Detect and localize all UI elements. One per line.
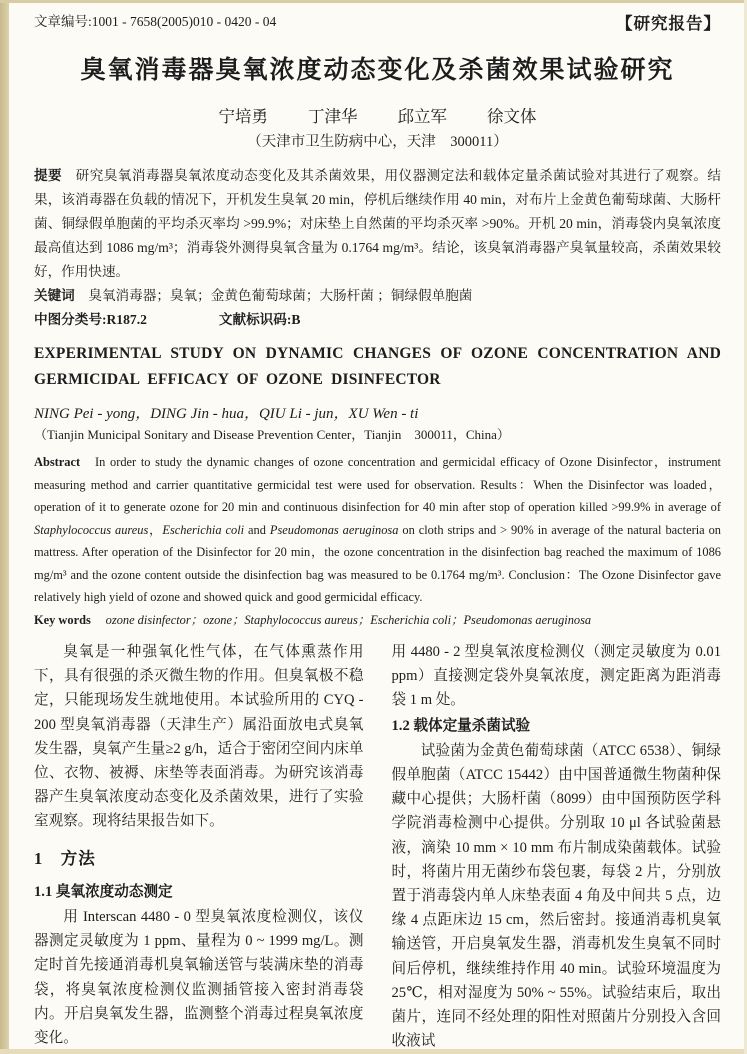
abstract-en-text-2: ，	[148, 522, 163, 537]
species-name: Escherichia coli	[162, 522, 245, 537]
keywords-zh	[34, 284, 721, 308]
abstract-en-label: Abstract	[34, 455, 81, 469]
author-name: 徐文体	[487, 107, 537, 126]
report-type-badge: 【研究报告】	[616, 14, 721, 33]
species-name: Staphylococcus aureus	[34, 522, 149, 537]
section-1-1-paragraph: 用 Interscan 4480 - 0 型臭氧浓度检测仪，该仪器测定灵敏度为 1 ppm、量程为 0 ~ 1999 mg/L。测定时首先接通消毒机臭氧输送管与装满床垫的消毒袋，将臭氧浓度检测仪监测插管接入密封消毒袋内。开启臭氧发生器，监测整个消毒过程臭氧浓度变化。	[34, 909, 364, 1047]
body-columns	[34, 640, 721, 1053]
paper-title-en: EXPERIMENTAL STUDY ON DYNAMIC CHANGES OF OZONE CONCENTRATION AND GERMICIDAL EFFICACY OF OZONE DISINFECTOR	[34, 345, 721, 388]
abstract-zh-text: 研究臭氧消毒器臭氧浓度动态变化及其杀菌效果，用仪器测定法和载体定量杀菌试验对其进行了观察。结果，该消毒器在负载的情况下，开机发生臭氧 20 min，停机后继续作用 40 min，对布片上金黄色葡萄球菌、大肠杆菌、铜绿假单胞菌的平均杀灭率均 >99.9%；对床垫上自然菌的平均杀灭率 >90%。开机 20 min，消毒袋内臭氧浓度最高值达到 1086 mg/m³；消毒袋外测得臭氧含量为 0.1764 mg/m³。结论，该臭氧消毒器产臭氧量较高，杀菌效果较好，作用快速。	[34, 168, 721, 279]
intro-paragraph: 臭氧是一种强氧化性气体，在气体熏蒸作用下，具有很强的杀灭微生物的作用。但臭氧极不稳定，只能现场发生就地使用。本试验所用的 CYQ - 200 型臭氧消毒器（天津生产）属沿面放电式臭氧发生器，臭氧产生量≥2 g/h，适合于密闭空间内床单位、衣物、被褥、床垫等表面消毒。为研究该消毒器产生臭氧浓度动态变化及杀菌效果，进行了实验室观察。现将结果报告如下。	[34, 644, 364, 830]
section-1-1-continuation: 用 4480 - 2 型臭氧浓度检测仪（测定灵敏度为 0.01 ppm）直接测定袋外臭氧浓度，测定距离为距消毒袋 1 m 处。	[391, 644, 721, 709]
section-1-2-heading: 1.2 载体定量杀菌试验	[391, 717, 531, 734]
abstract-en	[34, 451, 721, 609]
article-number: 文章编号:1001 - 7658(2005)010 - 0420 - 04	[34, 14, 277, 29]
right-column	[392, 640, 722, 1053]
keywords-en-label: Key words	[34, 612, 91, 627]
author-list-zh	[34, 103, 721, 127]
left-column	[34, 640, 364, 1053]
abstract-zh-label: 提要	[34, 168, 63, 183]
author-list-en: NING Pei - yong，DING Jin - hua，QIU Li - jun，XU Wen - ti	[34, 406, 419, 422]
page-header	[34, 0, 721, 34]
affiliation-en: （Tianjin Municipal Sonitary and Disease Prevention Center，Tianjin 300011，China）	[34, 427, 510, 442]
section-1-2-paragraph: 试验菌为金黄色葡萄球菌（ATCC 6538）、铜绿假单胞菌（ATCC 15442）由中国普通微生物菌种保藏中心提供；大肠杆菌（8099）由中国预防医学科学院消毒检测中心提供。分别取 10 μl 各试验菌悬液，滴染 10 mm × 10 mm 布片制成染菌载体。试验时，将菌片用无菌纱布袋包裹，每袋 2 片，分别放置于消毒袋内单人床垫表面 4 角及中间共 5 点，边缘 4 点距床边 15 cm，然后密封。接通消毒机臭氧输送管，开启臭氧发生器，消毒机发生臭氧不同时间后停机，继续维持作用 40 min。试验环境温度为 25℃，相对湿度为 50% ~ 55%。试验结束后，取出菌片，连同不经处理的阳性对照菌片分别投入含回收液试	[391, 742, 721, 1050]
page-content	[34, 0, 721, 1053]
paper-title-zh: 臭氧消毒器臭氧浓度动态变化及杀菌效果试验研究	[80, 57, 675, 84]
keywords-zh-label: 关键词	[34, 288, 75, 303]
classification-line	[34, 308, 721, 332]
affiliation-zh: （天津市卫生防病中心，天津 300011）	[247, 134, 508, 150]
section-1-1-heading: 1.1 臭氧浓度动态测定	[34, 883, 173, 900]
keywords-en	[34, 609, 721, 632]
abstract-en-text-1: In order to study the dynamic changes of ozone concentration and germicidal efficacy of Ozone Disinfector，instrument measuring method and carrier quantitative germicidal test were used for observation. Results：When the Disinfector was loaded，operation of it to generate ozone for 20 min and continuous disinfection for 40 min after stop of operation killed >99.9% in average of	[34, 455, 721, 514]
species-name: Pseudomonas aeruginosa	[269, 522, 399, 537]
abstract-en-text-4: on cloth strips and > 90% in average of the natural bacteria on mattress. After operation of the Disinfector for 20 min，the ozone concentration in the disinfection bag reached the maximum of 1086 mg/m³ and the ozone content outside the disinfection bag was measured to be 0.1764 mg/m³. Conclusion：The Ozone Disinfector gave relatively high yield of ozone and showed quick and good germicidal efficacy.	[34, 522, 721, 604]
keywords-zh-text: 臭氧消毒器；臭氧；金黄色葡萄球菌；大肠杆菌 ；铜绿假单胞菌	[88, 288, 473, 303]
author-name: 丁津华	[308, 107, 358, 126]
document-code: 文献标识码:B	[218, 312, 301, 327]
author-name: 邱立军	[397, 107, 447, 126]
section-1-heading: 1 方法	[34, 848, 96, 868]
abstract-en-text-3: and	[244, 522, 270, 537]
abstract-zh	[34, 164, 721, 284]
keywords-en-text: ozone disinfector；ozone；Staphylococcus aureus；Escherichia coli；Pseudomonas aeruginosa	[105, 612, 592, 627]
author-name: 宁培勇	[218, 107, 268, 126]
clc-number: 中图分类号:R187.2	[34, 312, 147, 327]
page-edge-left	[0, 0, 9, 1054]
